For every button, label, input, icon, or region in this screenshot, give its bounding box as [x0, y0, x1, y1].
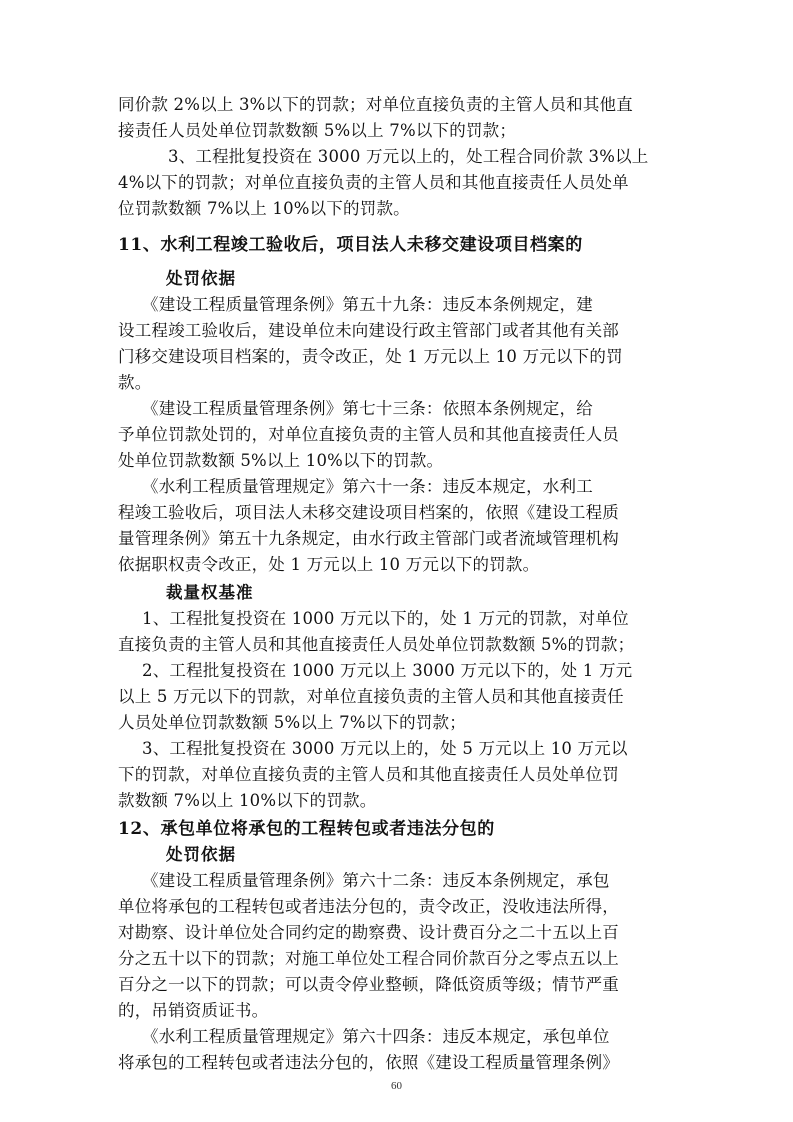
text-line: 门移交建设项目档案的，责令改正，处 1 万元以上 10 万元以下的罚 [118, 347, 623, 366]
text-line: 3、工程批复投资在 3000 万元以上的，处 5 万元以上 10 万元以 [142, 739, 628, 758]
text-line: 同价款 2%以上 3%以下的罚款；对单位直接负责的主管人员和其他直 [118, 95, 633, 114]
text-line: 单位将承包的工程转包或者违法分包的，责令改正，没收违法所得， [118, 897, 619, 916]
text-line: 《水利工程质量管理规定》第六十一条：违反本规定，水利工 [142, 477, 593, 496]
text-line: 将承包的工程转包或者违法分包的，依照《建设工程质量管理条例》 [118, 1053, 619, 1072]
text-line: 接责任人员处单位罚款数额 5%以上 7%以下的罚款； [118, 121, 517, 140]
text-line: 量管理条例》第五十九条规定，由水行政主管部门或者流域管理机构 [118, 529, 619, 548]
text-line: 分之五十以下的罚款；对施工单位处工程合同价款百分之零点五以上 [118, 949, 619, 968]
section-heading: 12、承包单位将承包的工程转包或者违法分包的 [118, 819, 495, 839]
text-line: 的，吊销资质证书。 [118, 1001, 269, 1020]
text-line: 款数额 7%以上 10%以下的罚款。 [118, 791, 377, 810]
subheading: 处罚依据 [166, 269, 236, 288]
text-line: 直接负责的主管人员和其他直接责任人员处单位罚款数额 5%的罚款； [118, 635, 635, 654]
text-line: 予单位罚款处罚的，对单位直接负责的主管人员和其他直接责任人员 [118, 425, 619, 444]
section-heading: 11、水利工程竣工验收后，项目法人未移交建设项目档案的 [118, 235, 583, 255]
text-line: 下的罚款，对单位直接负责的主管人员和其他直接责任人员处单位罚 [118, 765, 619, 784]
text-line: 对勘察、设计单位处合同约定的勘察费、设计费百分之二十五以上百 [118, 923, 619, 942]
page-number: 60 [391, 1080, 402, 1092]
text-line: 以上 5 万元以下的罚款，对单位直接负责的主管人员和其他直接责任 [118, 687, 624, 706]
text-line: 《建设工程质量管理条例》第七十三条：依照本条例规定，给 [142, 399, 593, 418]
text-line: 1、工程批复投资在 1000 万元以下的，处 1 万元的罚款，对单位 [142, 609, 629, 628]
subheading: 裁量权基准 [166, 583, 254, 602]
text-line: 设工程竣工验收后，建设单位未向建设行政主管部门或者其他有关部 [118, 321, 619, 340]
text-line: 4%以下的罚款；对单位直接负责的主管人员和其他直接责任人员处单 [118, 173, 629, 192]
text-line: 位罚款数额 7%以上 10%以下的罚款。 [118, 199, 410, 218]
subheading: 处罚依据 [166, 845, 236, 864]
text-line: 人员处单位罚款数额 5%以上 7%以下的罚款； [118, 713, 466, 732]
text-line: 《建设工程质量管理条例》第六十二条：违反本条例规定，承包 [142, 871, 610, 890]
text-line: 2、工程批复投资在 1000 万元以上 3000 万元以下的，处 1 万元 [142, 661, 633, 680]
text-line: 3、工程批复投资在 3000 万元以上的，处工程合同价款 3%以上 [168, 147, 649, 166]
text-line: 处单位罚款数额 5%以上 10%以下的罚款。 [118, 451, 444, 470]
text-line: 《水利工程质量管理规定》第六十四条：违反本规定，承包单位 [142, 1027, 610, 1046]
text-line: 百分之一以下的罚款；可以责令停业整顿，降低资质等级；情节严重 [118, 975, 619, 994]
text-line: 依据职权责令改正，处 1 万元以上 10 万元以下的罚款。 [118, 555, 540, 574]
text-line: 《建设工程质量管理条例》第五十九条：违反本条例规定，建 [142, 295, 593, 314]
text-line: 程竣工验收后，项目法人未移交建设项目档案的，依照《建设工程质 [118, 503, 619, 522]
text-line: 款。 [118, 373, 152, 392]
